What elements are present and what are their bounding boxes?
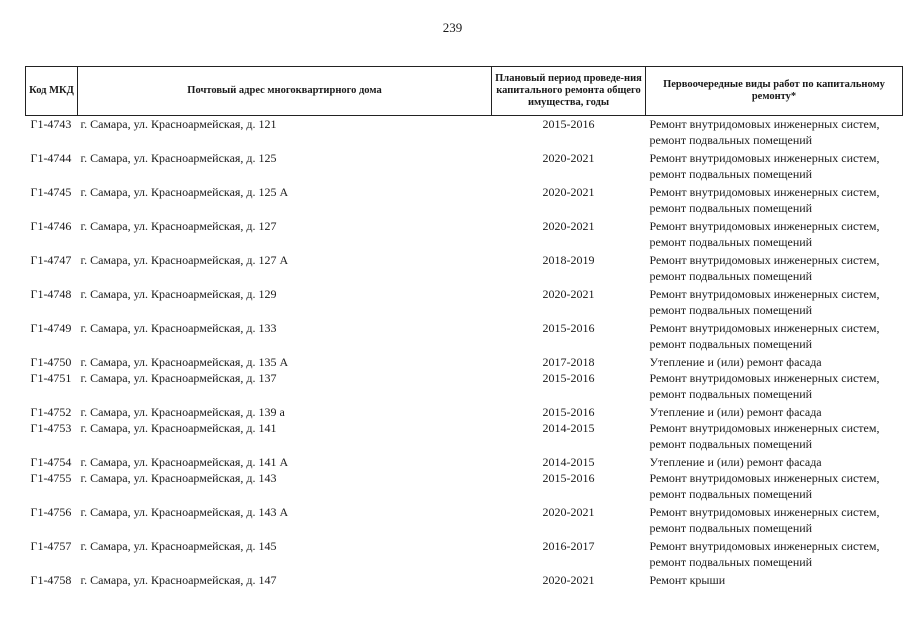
- header-address: Почтовый адрес многоквартирного дома: [78, 67, 492, 116]
- cell-code: Г1-4751: [30, 371, 72, 385]
- cell-works: [646, 218, 903, 252]
- cell-period: 2020-2021: [542, 287, 595, 301]
- work-line-2: ремонт подвальных помещений: [649, 521, 813, 535]
- cell-code: Г1-4758: [30, 573, 72, 587]
- cell-code: Г1-4750: [30, 355, 72, 369]
- cell-code: Г1-4748: [30, 287, 72, 301]
- cell-works: [646, 538, 903, 572]
- cell-period: 2015-2016: [542, 371, 595, 385]
- table-body: [26, 116, 903, 589]
- page-number: 239: [442, 20, 463, 35]
- table-row: [26, 184, 903, 218]
- cell-address: г. Самара, ул. Красноармейская, д. 145: [80, 539, 277, 553]
- cell-address: г. Самара, ул. Красноармейская, д. 125: [80, 151, 277, 165]
- table-row: [26, 370, 903, 404]
- cell-code: Г1-4756: [30, 505, 72, 519]
- table-row: [26, 218, 903, 252]
- work-line-2: ремонт подвальных помещений: [649, 235, 813, 249]
- cell-code: Г1-4747: [30, 253, 72, 267]
- table-row: [26, 572, 903, 588]
- work-line-1: Ремонт крыши: [649, 573, 726, 587]
- work-line-2: ремонт подвальных помещений: [649, 387, 813, 401]
- cell-address: г. Самара, ул. Красноармейская, д. 147: [80, 573, 277, 587]
- table-row: [26, 470, 903, 504]
- cell-address: г. Самара, ул. Красноармейская, д. 141: [80, 421, 277, 435]
- cell-period: 2014-2015: [542, 455, 595, 469]
- cell-code: Г1-4745: [30, 185, 72, 199]
- work-line-2: ремонт подвальных помещений: [649, 437, 813, 451]
- cell-works: [646, 420, 903, 454]
- work-line-1: Ремонт внутридомовых инженерных систем,: [649, 151, 880, 165]
- work-line-1: Ремонт внутридомовых инженерных систем,: [649, 421, 880, 435]
- work-line-1: Ремонт внутридомовых инженерных систем,: [649, 539, 880, 553]
- header-code: Код МКД: [26, 67, 78, 116]
- cell-period: 2020-2021: [542, 219, 595, 233]
- table-row: [26, 354, 903, 370]
- cell-works: [646, 370, 903, 404]
- work-line-2: ремонт подвальных помещений: [649, 269, 813, 283]
- cell-period: 2018-2019: [542, 253, 595, 267]
- work-line-2: ремонт подвальных помещений: [649, 133, 813, 147]
- cell-works: [646, 454, 903, 470]
- work-line-2: ремонт подвальных помещений: [649, 487, 813, 501]
- cell-address: г. Самара, ул. Красноармейская, д. 121: [80, 117, 277, 131]
- work-line-1: Ремонт внутридомовых инженерных систем,: [649, 219, 880, 233]
- cell-period: 2015-2016: [542, 471, 595, 485]
- cell-period: 2015-2016: [542, 321, 595, 335]
- work-line-1: Утепление и (или) ремонт фасада: [649, 455, 822, 469]
- cell-address: г. Самара, ул. Красноармейская, д. 137: [80, 371, 277, 385]
- cell-works: [646, 404, 903, 420]
- cell-period: 2015-2016: [542, 117, 595, 131]
- cell-period: 2020-2021: [542, 151, 595, 165]
- table-row: [26, 252, 903, 286]
- cell-works: [646, 572, 903, 588]
- work-line-2: ремонт подвальных помещений: [649, 167, 813, 181]
- table-header: [26, 67, 903, 116]
- cell-works: [646, 470, 903, 504]
- table-row: [26, 404, 903, 420]
- cell-address: г. Самара, ул. Красноармейская, д. 129: [80, 287, 277, 301]
- table-row: [26, 150, 903, 184]
- table-row: [26, 454, 903, 470]
- cell-works: [646, 320, 903, 354]
- cell-works: [646, 504, 903, 538]
- cell-period: 2020-2021: [542, 505, 595, 519]
- cell-period: 2014-2015: [542, 421, 595, 435]
- cell-works: [646, 116, 903, 151]
- cell-code: Г1-4753: [30, 421, 72, 435]
- cell-works: [646, 354, 903, 370]
- cell-address: г. Самара, ул. Красноармейская, д. 133: [80, 321, 277, 335]
- cell-works: [646, 184, 903, 218]
- cell-works: [646, 252, 903, 286]
- cell-code: Г1-4743: [30, 117, 72, 131]
- work-line-1: Ремонт внутридомовых инженерных систем,: [649, 471, 880, 485]
- header-works: Первоочередные виды работ по капитальному ремонту*: [646, 67, 903, 116]
- work-line-2: ремонт подвальных помещений: [649, 337, 813, 351]
- table-row: [26, 504, 903, 538]
- header-period: Плановый период проведе-ния капитального ремонта общего имущества, годы: [492, 67, 646, 116]
- cell-code: Г1-4752: [30, 405, 72, 419]
- work-line-2: ремонт подвальных помещений: [649, 303, 813, 317]
- work-line-1: Утепление и (или) ремонт фасада: [649, 355, 822, 369]
- cell-address: г. Самара, ул. Красноармейская, д. 141 А: [80, 455, 289, 469]
- table-row: [26, 320, 903, 354]
- work-line-1: Ремонт внутридомовых инженерных систем,: [649, 185, 880, 199]
- cell-address: г. Самара, ул. Красноармейская, д. 127 А: [80, 253, 289, 267]
- cell-code: Г1-4746: [30, 219, 72, 233]
- work-line-1: Ремонт внутридомовых инженерных систем,: [649, 117, 880, 131]
- table-row: [26, 538, 903, 572]
- cell-code: Г1-4755: [30, 471, 72, 485]
- cell-address: г. Самара, ул. Красноармейская, д. 143: [80, 471, 277, 485]
- work-line-1: Утепление и (или) ремонт фасада: [649, 405, 822, 419]
- cell-period: 2020-2021: [542, 185, 595, 199]
- table-row: [26, 286, 903, 320]
- work-line-1: Ремонт внутридомовых инженерных систем,: [649, 287, 880, 301]
- cell-period: 2017-2018: [542, 355, 595, 369]
- cell-address: г. Самара, ул. Красноармейская, д. 127: [80, 219, 277, 233]
- cell-period: 2020-2021: [542, 573, 595, 587]
- table-row: [26, 420, 903, 454]
- cell-code: Г1-4749: [30, 321, 72, 335]
- cell-period: 2016-2017: [542, 539, 595, 553]
- cell-address: г. Самара, ул. Красноармейская, д. 125 А: [80, 185, 289, 199]
- cell-period: 2015-2016: [542, 405, 595, 419]
- cell-address: г. Самара, ул. Красноармейская, д. 143 А: [80, 505, 289, 519]
- cell-code: Г1-4757: [30, 539, 72, 553]
- work-line-1: Ремонт внутридомовых инженерных систем,: [649, 371, 880, 385]
- cell-address: г. Самара, ул. Красноармейская, д. 135 А: [80, 355, 289, 369]
- cell-address: г. Самара, ул. Красноармейская, д. 139 а: [80, 405, 285, 419]
- cell-works: [646, 286, 903, 320]
- work-line-2: ремонт подвальных помещений: [649, 555, 813, 569]
- header-row: [26, 67, 903, 116]
- work-line-1: Ремонт внутридомовых инженерных систем,: [649, 505, 880, 519]
- cell-code: Г1-4744: [30, 151, 72, 165]
- work-line-1: Ремонт внутридомовых инженерных систем,: [649, 321, 880, 335]
- cell-works: [646, 150, 903, 184]
- cell-code: Г1-4754: [30, 455, 72, 469]
- work-line-1: Ремонт внутридомовых инженерных систем,: [649, 253, 880, 267]
- table-row: [26, 116, 903, 151]
- capital-repair-table: [25, 66, 903, 588]
- work-line-2: ремонт подвальных помещений: [649, 201, 813, 215]
